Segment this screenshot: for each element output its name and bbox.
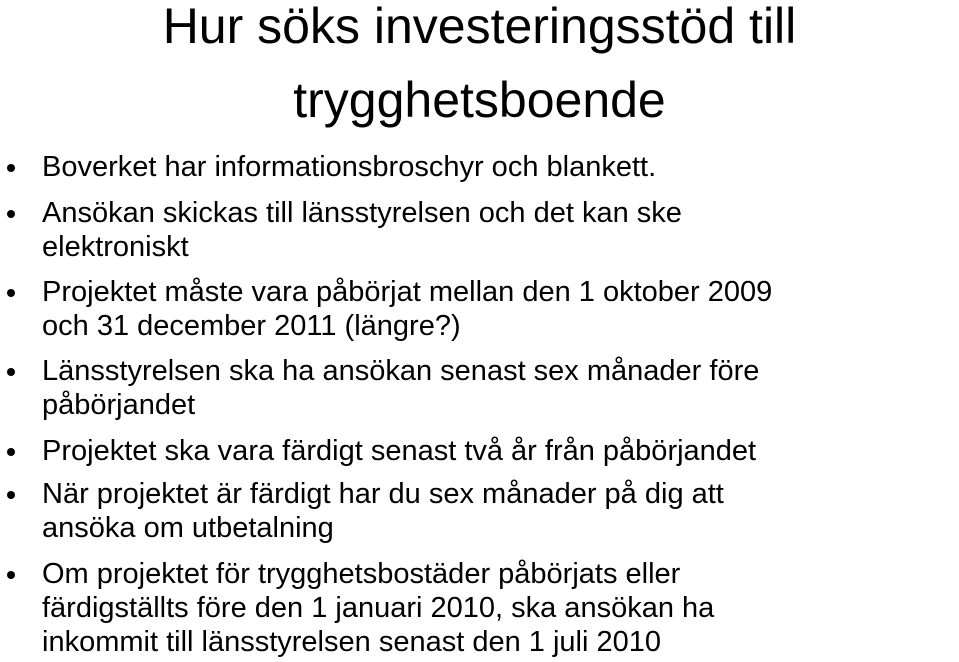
bullet-text-line: Länsstyrelsen ska ha ansökan senast sex månader före [42,355,760,387]
bullet-text-line: ansöka om utbetalning [42,512,334,544]
bullet-dot-icon [7,571,15,579]
bullet-text-line: Boverket har informationsbroschyr och blankett. [42,151,657,183]
slide-title-line-1: Hur söks investeringsstöd till [162,0,797,54]
bullet-text-line: Projektet ska vara färdigt senast två år från påbörjandet [42,435,757,467]
bullet-text-line: färdigställts före den 1 januari 2010, ska ansökan ha [42,592,715,624]
bullet-text-line: elektroniskt [42,231,189,263]
bullet-text-line: Projektet måste vara påbörjat mellan den 1 oktober 2009 [42,276,773,308]
bullet-dot-icon [7,448,15,456]
bullet-dot-icon [7,491,15,499]
bullet-text-line: och 31 december 2011 (längre?) [42,310,461,342]
bullet-dot-icon [7,289,15,297]
bullet-dot-icon [7,368,15,376]
bullet-text-line: påbörjandet [42,389,196,421]
bullet-text-line: Ansökan skickas till länsstyrelsen och det kan ske [42,197,682,229]
slide-title-line-2: trygghetsboende [293,72,666,128]
bullet-text-line: inkommit till länsstyrelsen senast den 1 juli 2010 [42,626,661,658]
bullet-dot-icon [7,164,15,172]
bullet-text-line: Om projektet för trygghetsbostäder påbörjats eller [42,558,681,590]
bullet-text-line: När projektet är färdigt har du sex månader på dig att [42,478,724,510]
bullet-dot-icon [7,210,15,218]
